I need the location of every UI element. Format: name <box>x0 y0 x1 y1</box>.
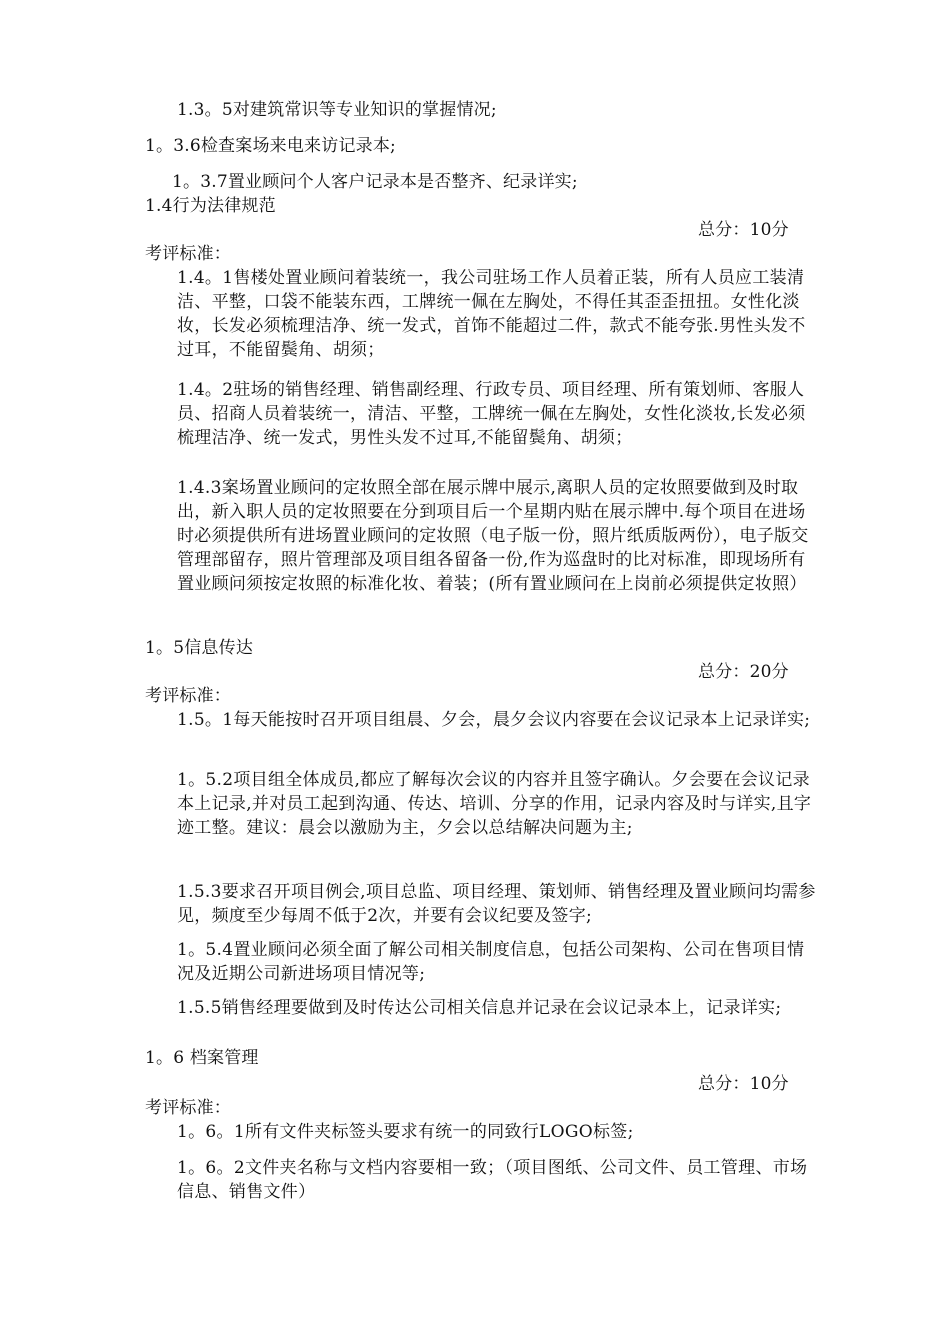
section-1-4-criteria-label: 考评标准： <box>145 244 231 264</box>
item-1-5-4: 1。5.4置业顾问必须全面了解公司相关制度信息，包括公司架构、公司在售项目情况及近期公司新进场项目情况等; <box>177 940 805 984</box>
item-1-6-2: 1。6。2文件夹名称与文档内容要相一致；（项目图纸、公司文件、员工管理、市场信息、销售文件） <box>177 1158 808 1202</box>
item-1-3-5: 1.3。5对建筑常识等专业知识的掌握情况; <box>177 100 497 120</box>
section-1-5-criteria-label: 考评标准： <box>145 686 231 706</box>
item-1-4-1: 1.4。1售楼处置业顾问着装统一，我公司驻场工作人员着正装，所有人员应工装清洁、平整，口袋不能装东西，工牌统一佩在左胸处，不得任其歪歪扭扭。女性化淡妆，长发必须梳理洁净、统一发式，首饰不能超过二件，款式不能夸张.男性头发不过耳，不能留鬓角、胡须； <box>177 268 806 360</box>
item-1-4-2: 1.4。2驻场的销售经理、销售副经理、行政专员、项目经理、所有策划师、客服人员、招商人员着装统一，清洁、平整，工牌统一佩在左胸处，女性化淡妆,长发必须梳理洁净、统一发式，男性头发不过耳,不能留鬓角、胡须； <box>177 380 806 448</box>
item-1-5-3: 1.5.3要求召开项目例会,项目总监、项目经理、策划师、销售经理及置业顾问均需参见，频度至少每周不低于2次，并要有会议纪要及签字; <box>177 882 816 926</box>
item-1-3-6: 1。3.6检查案场来电来访记录本; <box>145 136 396 156</box>
section-1-4-score: 总分：10分 <box>698 220 789 240</box>
item-1-6-1: 1。6。1所有文件夹标签头要求有统一的同致行LOGO标签; <box>177 1122 634 1142</box>
item-1-3-7: 1。3.7置业顾问个人客户记录本是否整齐、纪录详实; <box>172 172 578 192</box>
section-1-6-title: 1。6 档案管理 <box>145 1048 259 1068</box>
item-1-5-2: 1。5.2项目组全体成员,都应了解每次会议的内容并且签字确认。夕会要在会议记录本上记录,并对员工起到沟通、传达、培训、分享的作用，记录内容及时与详实,且字迹工整。建议：晨会以激励为主，夕会以总结解决问题为主; <box>177 770 812 838</box>
item-1-5-1: 1.5。1每天能按时召开项目组晨、夕会，晨夕会议内容要在会议记录本上记录详实; <box>177 710 811 730</box>
item-1-5-5: 1.5.5销售经理要做到及时传达公司相关信息并记录在会议记录本上，记录详实; <box>177 998 782 1018</box>
section-1-6-score: 总分：10分 <box>698 1074 789 1094</box>
section-1-4-title: 1.4行为法律规范 <box>145 196 276 216</box>
section-1-5-title: 1。5信息传达 <box>145 638 254 658</box>
section-1-6-criteria-label: 考评标准： <box>145 1098 231 1118</box>
section-1-5-score: 总分：20分 <box>698 662 789 682</box>
item-1-4-3: 1.4.3案场置业顾问的定妆照全部在展示牌中展示,离职人员的定妆照要做到及时取出，新入职人员的定妆照要在分到项目后一个星期内贴在展示牌中.每个项目在进场时必须提供所有进场置业顾问的定妆照（电子版一份，照片纸质版两份），电子版交管理部留存，照片管理部及项目组各留备一份,作为巡盘时的比对标准，即现场所有置业顾问须按定妆照的标准化妆、着装；(所有置业顾问在上岗前必须提供定妆照） <box>177 478 809 594</box>
